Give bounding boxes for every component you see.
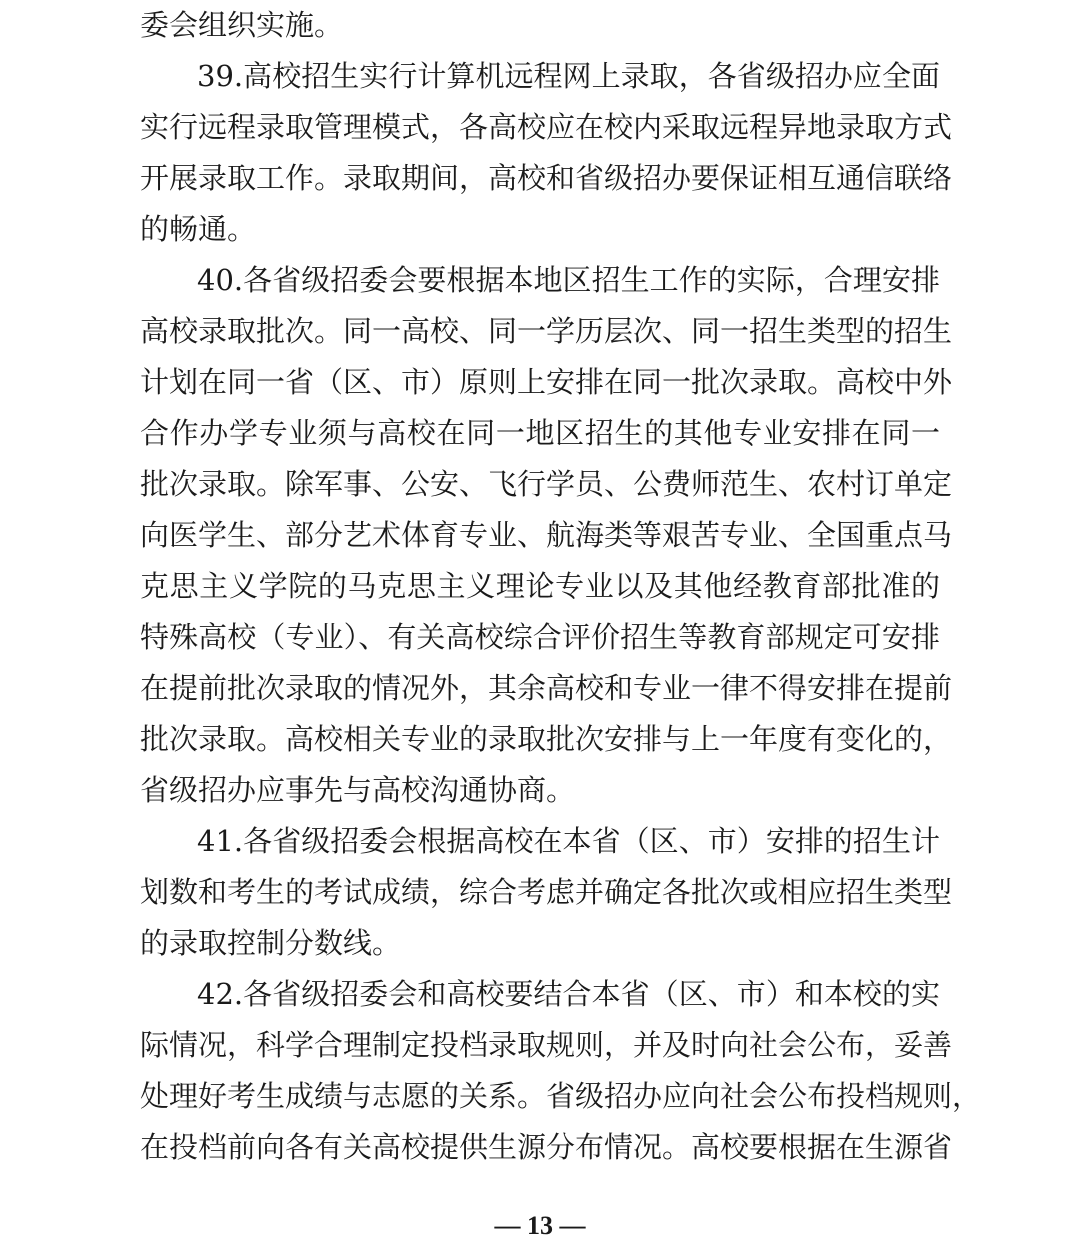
text-line: 计划在同一省（区、市）原则上安排在同一批次录取。高校中外 <box>140 365 953 399</box>
text-line: 高校录取批次。同一高校、同一学历层次、同一招生类型的招生 <box>140 314 953 348</box>
text-line: 批次录取。高校相关专业的录取批次安排与上一年度有变化的， <box>140 722 953 756</box>
text-line: 39.高校招生实行计算机远程网上录取，各省级招办应全面 <box>197 59 940 93</box>
text-line: 42.各省级招委会和高校要结合本省（区、市）和本校的实 <box>197 977 940 1011</box>
text-line: 合作办学专业须与高校在同一地区招生的其他专业安排在同一 <box>140 416 940 450</box>
text-line: 际情况，科学合理制定投档录取规则，并及时向社会公布，妥善 <box>140 1028 953 1062</box>
text-line: 特殊高校（专业）、有关高校综合评价招生等教育部规定可安排 <box>140 620 940 654</box>
text-line: 克思主义学院的马克思主义理论专业以及其他经教育部批准的 <box>140 569 940 603</box>
text-line: 的录取控制分数线。 <box>140 926 402 960</box>
text-line: 开展录取工作。录取期间，高校和省级招办要保证相互通信联络 <box>140 161 953 195</box>
text-line: 在投档前向各有关高校提供生源分布情况。高校要根据在生源省 <box>140 1130 953 1164</box>
text-line: 省级招办应事先与高校沟通协商。 <box>140 773 576 807</box>
text-line: 委会组织实施。 <box>140 8 344 42</box>
text-line: 40.各省级招委会要根据本地区招生工作的实际，合理安排 <box>197 263 940 297</box>
text-line: 向医学生、部分艺术体育专业、航海类等艰苦专业、全国重点马 <box>140 518 953 552</box>
text-line: 实行远程录取管理模式，各高校应在校内采取远程异地录取方式 <box>140 110 953 144</box>
text-line: 处理好考生成绩与志愿的关系。省级招办应向社会公布投档规则， <box>140 1079 982 1113</box>
text-line: 批次录取。除军事、公安、飞行学员、公费师范生、农村订单定 <box>140 467 953 501</box>
text-line: 41.各省级招委会根据高校在本省（区、市）安排的招生计 <box>197 824 940 858</box>
text-line: 划数和考生的考试成绩，综合考虑并确定各批次或相应招生类型 <box>140 875 953 909</box>
page-number: — 13 — <box>494 1211 586 1240</box>
text-line: 在提前批次录取的情况外，其余高校和专业一律不得安排在提前 <box>140 671 953 705</box>
text-line: 的畅通。 <box>140 212 257 246</box>
